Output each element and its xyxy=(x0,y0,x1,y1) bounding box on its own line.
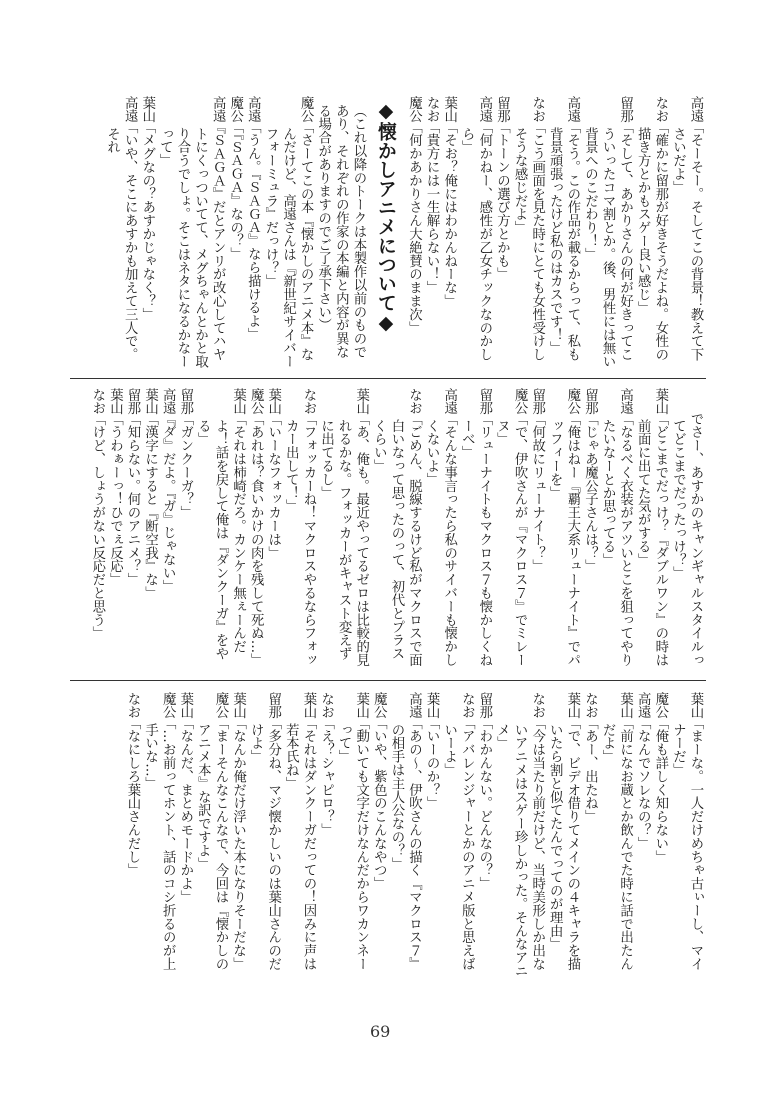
dialogue-text: 「何故にリューナイト？」 xyxy=(529,412,545,573)
speaker-name: 留那 xyxy=(617,96,633,123)
dialogue-line xyxy=(123,692,141,982)
speaker-name: 葉山 xyxy=(424,692,440,719)
dialogue-line xyxy=(226,96,244,368)
dialogue-text: 「知らない。何のアニメ？」 xyxy=(125,412,140,587)
section-divider xyxy=(70,378,706,379)
dialogue-text: 「いや、そこにあすかも加えて三人で。それ xyxy=(104,120,138,362)
dialogue-text: 『ダ』だよ。『ガ』じゃない」 xyxy=(160,412,176,594)
speaker-name: 魔公 xyxy=(406,96,422,123)
section-divider xyxy=(70,680,706,681)
dialogue-text: 「なにしろ葉山さんだし」 xyxy=(125,716,140,877)
speaker-name: 魔公 xyxy=(248,388,264,415)
speaker-name: 葉山 xyxy=(353,388,369,415)
dialogue-text: 「うん。『ＳＡＧＡ』なら描けるよ」 xyxy=(245,120,261,342)
dialogue-text: 「え？シャピロ？」 xyxy=(318,716,334,837)
dialogue-line xyxy=(138,96,156,368)
speaker-name: なお xyxy=(424,96,440,123)
dialogue-line xyxy=(528,388,546,672)
dialogue-line xyxy=(581,388,599,672)
dialogue-line xyxy=(546,388,581,672)
dialogue-line xyxy=(510,96,545,368)
dialogue-line xyxy=(335,692,370,982)
dialogue-text: 「ガンクーガ？」 xyxy=(177,412,193,520)
dialogue-text: 「フォッカーね！マクロスやるならフォッカー出して！」 xyxy=(283,412,316,667)
dialogue-line xyxy=(317,692,335,982)
dialogue-line xyxy=(669,388,704,672)
dialogue-text: 「どこまでだっけ？『ダブルワン』の時は前面に出てた気がする」 xyxy=(635,412,668,667)
dialogue-text: 「何かあかりさん大絶賛のまま次」 xyxy=(406,120,422,335)
speaker-name: 高遠 xyxy=(160,388,176,415)
speaker-name: 魔公 xyxy=(652,692,668,719)
dialogue-text: 『ＳＡＧＡ』だとアンリが改心してハヤトにくっついてて、メグちゃんとかと取り合うでしょ。そこはネタになるかなーって」 xyxy=(157,120,226,368)
dialogue-text: 「いーなフォッカーは」 xyxy=(265,412,281,560)
speaker-name: 葉山 xyxy=(107,388,123,415)
dialogue-line xyxy=(598,692,633,982)
dialogue-text: 「さーてこの本『懐かしのアニメ本』なんだけど、高遠さんは『新世紀サイバーフォーミュラ』だっけ？」 xyxy=(262,120,314,368)
dialogue-text: 「なんでソレなの？」 xyxy=(635,716,651,851)
speaker-name: 魔公 xyxy=(212,692,228,719)
speaker-name: 葉山 xyxy=(652,388,668,415)
dialogue-line xyxy=(261,96,314,368)
speaker-name: なお xyxy=(89,388,105,415)
speaker-name: 葉山 xyxy=(441,96,457,123)
dialogue-line xyxy=(282,388,317,672)
dialogue-line xyxy=(194,388,247,672)
dialogue-text: 「今は当たり前だけど、当時美形しか出ないアニメはスゲー珍しかった。そんなアニメ」 xyxy=(494,716,545,978)
dialogue-line xyxy=(247,692,282,982)
dialogue-line xyxy=(493,692,546,982)
speaker-name: 葉山 xyxy=(353,692,369,719)
dialogue-section-3 xyxy=(72,692,704,982)
speaker-name: 高遠 xyxy=(210,96,226,123)
dialogue-line xyxy=(282,692,317,982)
speaker-name: 葉山 xyxy=(265,388,281,415)
speaker-name: 高遠 xyxy=(406,692,422,719)
dialogue-line xyxy=(176,692,194,982)
dialogue-line xyxy=(123,388,141,672)
speaker-name: なお xyxy=(652,96,668,123)
dialogue-line xyxy=(156,96,226,368)
dialogue-text: 「そして、あかりさんの何が好きってこういったコマ割とか。後、男性には無い背景へのこだわり！」 xyxy=(582,120,633,368)
speaker-name: 高遠 xyxy=(635,692,651,719)
speaker-name: 高遠 xyxy=(441,388,457,415)
dialogue-text: 「それはダンクーガだっての！因みに声は若本氏ね」 xyxy=(283,716,316,971)
dialogue-line xyxy=(423,692,441,982)
dialogue-text: 「で、ビデオ借りてメインの４キャラを描いたら割と似てたんでってのが理由」 xyxy=(547,716,580,971)
dialogue-text: 「俺も詳しく知らない」 xyxy=(652,716,668,864)
speaker-name: 葉山 xyxy=(617,692,633,719)
speaker-name: 魔公 xyxy=(298,96,314,123)
dialogue-line xyxy=(244,96,262,368)
dialogue-text: 「動いても文字だけなんだからワカンネーって」 xyxy=(336,716,369,971)
speaker-name: 葉山 xyxy=(688,692,703,719)
dialogue-line xyxy=(370,692,388,982)
speaker-name: 留那 xyxy=(529,388,545,415)
dialogue-line xyxy=(651,692,669,982)
dialogue-text: 「俺はねー『覇王大系リューナイト』でパッフィーを」 xyxy=(547,412,580,667)
dialogue-line xyxy=(669,692,704,982)
dialogue-line xyxy=(317,388,370,672)
speaker-name: 留那 xyxy=(582,388,598,415)
dialogue-text: 「けど、しょうがない反応だと思う」 xyxy=(89,412,105,640)
dialogue-line xyxy=(88,388,106,672)
dialogue-text: 「そお？俺にはわかんねーな」 xyxy=(441,120,457,308)
speaker-name: 葉山 xyxy=(139,96,155,123)
dialogue-text: 「なるべく衣装がアツいとこを狙ってやりたいなーとか思ってる」 xyxy=(600,412,633,667)
speaker-name: 留那 xyxy=(265,692,281,719)
dialogue-text: 「貴方には一生解らない！」 xyxy=(424,120,440,295)
dialogue-line xyxy=(634,96,669,368)
speaker-name: 魔公 xyxy=(564,388,580,415)
dialogue-text: 「アバレンジャーとかのアニメ版と思えばいーよ」 xyxy=(441,716,475,971)
dialogue-line xyxy=(229,692,247,982)
speaker-name: なお xyxy=(459,692,475,719)
speaker-name: なお xyxy=(582,692,598,719)
dialogue-text: 「『ＳＡＧＡ』なの？」 xyxy=(227,120,243,261)
dialogue-text: 「で、伊吹さんが『マクロス７』でミレーヌ」 xyxy=(494,412,528,667)
speaker-name: 高遠 xyxy=(122,96,138,123)
dialogue-line xyxy=(387,692,422,982)
dialogue-line xyxy=(598,388,633,672)
dialogue-text: 「そう。この作品が載るからって、私も背景頑張ったけど私のはカスです！」 xyxy=(547,120,580,362)
dialogue-text: 「それは柿崎だろ。カンケー無ぇーんだよ！話を戻して俺は『ダンクーガ』をやる」 xyxy=(195,412,246,661)
speaker-name: 魔公 xyxy=(512,388,528,415)
dialogue-line xyxy=(581,96,634,368)
dialogue-text: 「あの～、伊吹さんの描く『マクロス７』の相手は主人公なの？」 xyxy=(388,716,422,971)
dialogue-line xyxy=(546,692,581,982)
speaker-name: 高遠 xyxy=(688,96,703,123)
speaker-name: なお xyxy=(318,692,334,719)
dialogue-line xyxy=(247,388,265,672)
dialogue-line xyxy=(581,692,599,982)
speaker-name: 留那 xyxy=(177,388,193,415)
dialogue-text: 「リューナイトもマクロス７も懐かしくねーべ」 xyxy=(459,412,492,667)
dialogue-line xyxy=(458,96,493,368)
dialogue-line xyxy=(440,692,475,982)
speaker-name: なお xyxy=(125,692,140,719)
dialogue-line xyxy=(493,96,511,368)
speaker-name: 魔公 xyxy=(227,96,243,123)
dialogue-text: 「まーそんなこんなで、今回は『懐かしのアニメ本』な訳ですよ」 xyxy=(195,716,228,971)
dialogue-text: 「あ、俺も。最近やってるゼロは比較的見れるかな。フォッカーがキャスト変えずに出てるし」 xyxy=(318,412,369,667)
dialogue-line xyxy=(423,96,441,368)
speaker-name: なお xyxy=(529,96,545,123)
speaker-name: 魔公 xyxy=(160,692,176,719)
dialogue-line xyxy=(103,96,138,368)
dialogue-line xyxy=(634,692,652,982)
dialogue-line xyxy=(669,96,704,368)
speaker-name: なお xyxy=(529,692,545,719)
speaker-name: 魔公 xyxy=(371,692,387,719)
dialogue-line xyxy=(370,388,423,672)
speaker-name: 葉山 xyxy=(300,692,316,719)
dialogue-text: でさー、あすかのキャンギャルスタイルってどこまでだったっけ？」 xyxy=(670,412,703,667)
speaker-name: なお xyxy=(300,388,316,415)
dialogue-text: 「前になお蔵とか飲んでた時に話で出たんだよ」 xyxy=(600,716,633,971)
dialogue-line xyxy=(493,388,528,672)
editorial-note: （これ以降のトークは本製作以前のものであり、それぞれの作家の本編と内容が異なる場合がありますのでご了承下さい） xyxy=(315,104,366,359)
speaker-name: 葉山 xyxy=(142,388,158,415)
speaker-name: 高遠 xyxy=(617,388,633,415)
dialogue-section-1 xyxy=(72,96,704,368)
speaker-name: なお xyxy=(406,388,422,415)
dialogue-text: 「何かねー、感性が乙女チックなのかしら」 xyxy=(459,120,492,362)
dialogue-line xyxy=(159,388,177,672)
dialogue-line xyxy=(141,692,176,982)
dialogue-line xyxy=(458,388,493,672)
dialogue-line xyxy=(546,96,581,368)
speaker-name: 葉山 xyxy=(564,692,580,719)
dialogue-text: 「ごめん、脱線するけど私がマクロスで面白いなって思ったのって、初代とプラスくらい」 xyxy=(371,412,422,667)
speaker-name: 葉山 xyxy=(230,388,246,415)
speaker-name: 留那 xyxy=(494,96,510,123)
dialogue-line xyxy=(475,692,493,982)
speaker-name: 留那 xyxy=(125,388,140,415)
dialogue-line xyxy=(634,388,669,672)
dialogue-text: 「なんだ、まとめモードかよ」 xyxy=(177,716,193,904)
dialogue-text: 「こう画面を見た時にとても女性受けしそうな感じだよ」 xyxy=(512,120,545,362)
dialogue-text: 「そんな事言ったら私のサイバーも懐かしくないよ」 xyxy=(424,412,457,667)
dialogue-line xyxy=(264,388,282,672)
dialogue-text: 「いや、紫色のこんなやつ」 xyxy=(371,716,387,891)
dialogue-text: 「じゃあ魔公子さんは？」 xyxy=(582,412,598,573)
dialogue-text: 「わかんない。どんなの？」 xyxy=(476,716,492,891)
speaker-name: 葉山 xyxy=(177,692,193,719)
dialogue-text: 「そーそー。そしてこの背景！教えて下さいだよ」 xyxy=(670,120,703,362)
dialogue-text: 「いーのか？」 xyxy=(424,716,440,810)
speaker-name: 留那 xyxy=(476,388,492,415)
dialogue-line xyxy=(194,692,229,982)
dialogue-line xyxy=(106,388,124,672)
speaker-name: 留那 xyxy=(476,692,492,719)
section-heading: ◆懐かしアニメについて◆ xyxy=(374,99,397,334)
dialogue-text: 「なんか俺だけ浮いた本になりそーだな」 xyxy=(230,716,246,971)
dialogue-section-2 xyxy=(72,388,704,672)
speaker-name: 葉山 xyxy=(230,692,246,719)
dialogue-line xyxy=(141,388,159,672)
dialogue-text: 「メグなの？あすかじゃなく？」 xyxy=(139,120,155,322)
dialogue-line xyxy=(176,388,194,672)
dialogue-line xyxy=(405,96,423,368)
dialogue-text: 「あー、出たね」 xyxy=(582,716,598,824)
speaker-name: 高遠 xyxy=(564,96,580,123)
dialogue-text: 「あれは？食いかけの肉を残して死ぬ…」 xyxy=(248,412,264,667)
dialogue-text: 「漢字にすると『断空我』な」 xyxy=(142,412,158,600)
dialogue-text: 「確かに留那が好きそうだよね。女性の描き方とかもスゲー良い感じ」 xyxy=(635,120,668,362)
dialogue-text: 「…お前ってホント、話のコシ折るのが上手いな…」 xyxy=(142,716,176,971)
dialogue-text: 「トーンの選び方とかも」 xyxy=(494,120,510,281)
speaker-name: 高遠 xyxy=(245,96,261,123)
dialogue-line xyxy=(440,96,458,368)
dialogue-line xyxy=(423,388,458,672)
dialogue-text: 「うわぁーっ！ひでぇ反応」 xyxy=(107,412,123,587)
page-number: 69 xyxy=(370,1022,391,1041)
dialogue-text: 「まーな。一人だけめちゃ古ぃーし、マイナーだ」 xyxy=(670,716,703,971)
dialogue-text: 「多分ね、マジ懐かしいのは葉山さんのだけよ」 xyxy=(248,716,281,971)
speaker-name: 高遠 xyxy=(476,96,492,123)
